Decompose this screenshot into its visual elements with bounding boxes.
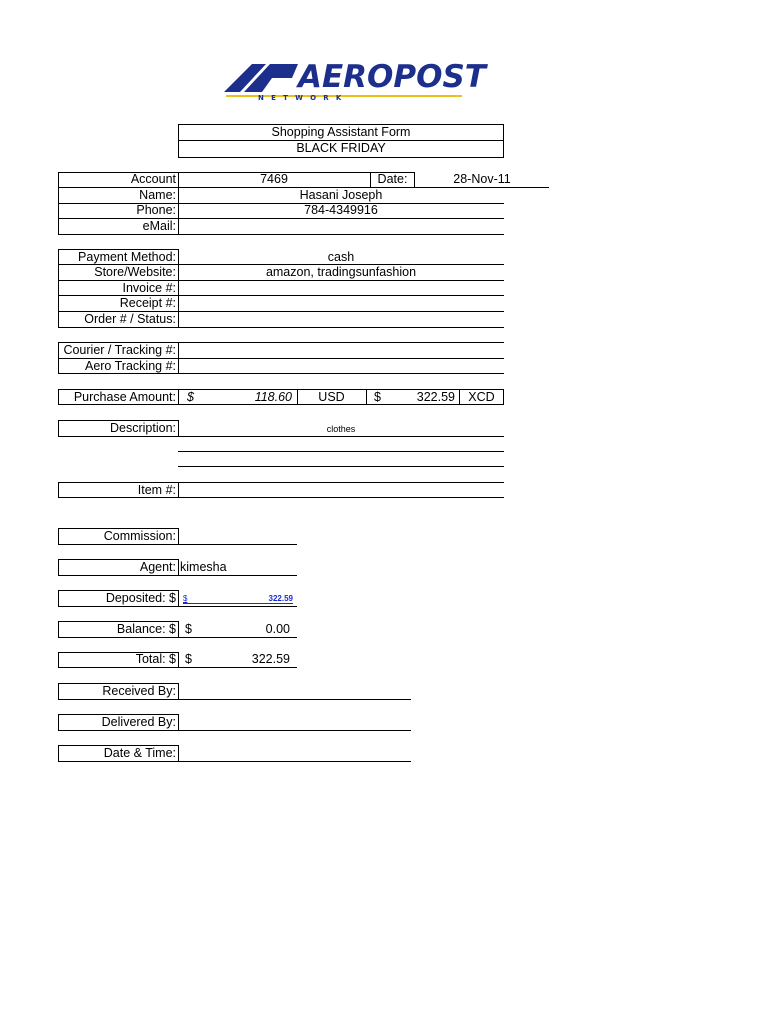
date-time-label: Date & Time:: [103, 746, 176, 760]
description-label: Description:: [110, 421, 176, 435]
order-label: Order # / Status:: [84, 312, 176, 326]
item-label: Item #:: [137, 483, 176, 497]
email-label: eMail:: [142, 219, 176, 233]
date-value: 28-Nov-11: [453, 172, 511, 186]
invoice-label: Invoice #:: [122, 281, 176, 295]
form-subtitle: BLACK FRIDAY: [296, 141, 386, 155]
xcd-currency: XCD: [468, 390, 495, 404]
total-symbol: $: [185, 652, 192, 666]
courier-label: Courier / Tracking #:: [63, 343, 176, 357]
phone-label: Phone:: [136, 203, 176, 217]
total-value: 322.59: [251, 652, 290, 666]
logo-name: AEROPOST: [298, 59, 486, 95]
name-value: Hasani Joseph: [299, 188, 383, 202]
description-value: clothes: [326, 424, 356, 434]
logo-subtitle: N E T W O R K: [258, 94, 344, 102]
balance-value: 0.00: [265, 622, 290, 636]
purchase-amount-label: Purchase Amount:: [73, 390, 176, 404]
receipt-label: Receipt #:: [119, 296, 176, 310]
account-value: 7469: [260, 172, 288, 186]
delivered-by-label: Delivered By:: [101, 715, 176, 729]
date-label: Date:: [377, 172, 408, 186]
usd-currency: USD: [318, 390, 345, 404]
deposited-symbol[interactable]: $: [183, 594, 188, 603]
purchase-xcd-value: 322.59: [416, 390, 455, 404]
account-label: Account: [130, 172, 176, 186]
name-label: Name:: [139, 188, 176, 202]
store-value: amazon, tradingsunfashion: [265, 265, 417, 279]
agent-value: kimesha: [180, 560, 227, 574]
deposited-value[interactable]: 322.59: [268, 594, 293, 603]
purchase-usd-symbol: $: [187, 390, 194, 404]
purchase-xcd-symbol: $: [374, 390, 381, 404]
balance-label: Balance: $: [116, 622, 176, 636]
agent-label: Agent:: [139, 560, 176, 574]
purchase-usd-value: 118.60: [254, 390, 292, 404]
store-label: Store/Website:: [94, 265, 176, 279]
commission-label: Commission:: [103, 529, 176, 543]
total-label: Total: $: [135, 652, 176, 666]
aeropost-logo: [222, 59, 486, 106]
payment-method-label: Payment Method:: [78, 250, 176, 264]
form-title: Shopping Assistant Form: [271, 125, 411, 139]
payment-method-value: cash: [327, 250, 355, 264]
phone-value: 784-4349916: [304, 203, 378, 217]
aero-tracking-label: Aero Tracking #:: [84, 359, 176, 373]
balance-symbol: $: [185, 622, 192, 636]
received-by-label: Received By:: [102, 684, 176, 698]
deposited-label: Deposited: $: [105, 591, 176, 605]
